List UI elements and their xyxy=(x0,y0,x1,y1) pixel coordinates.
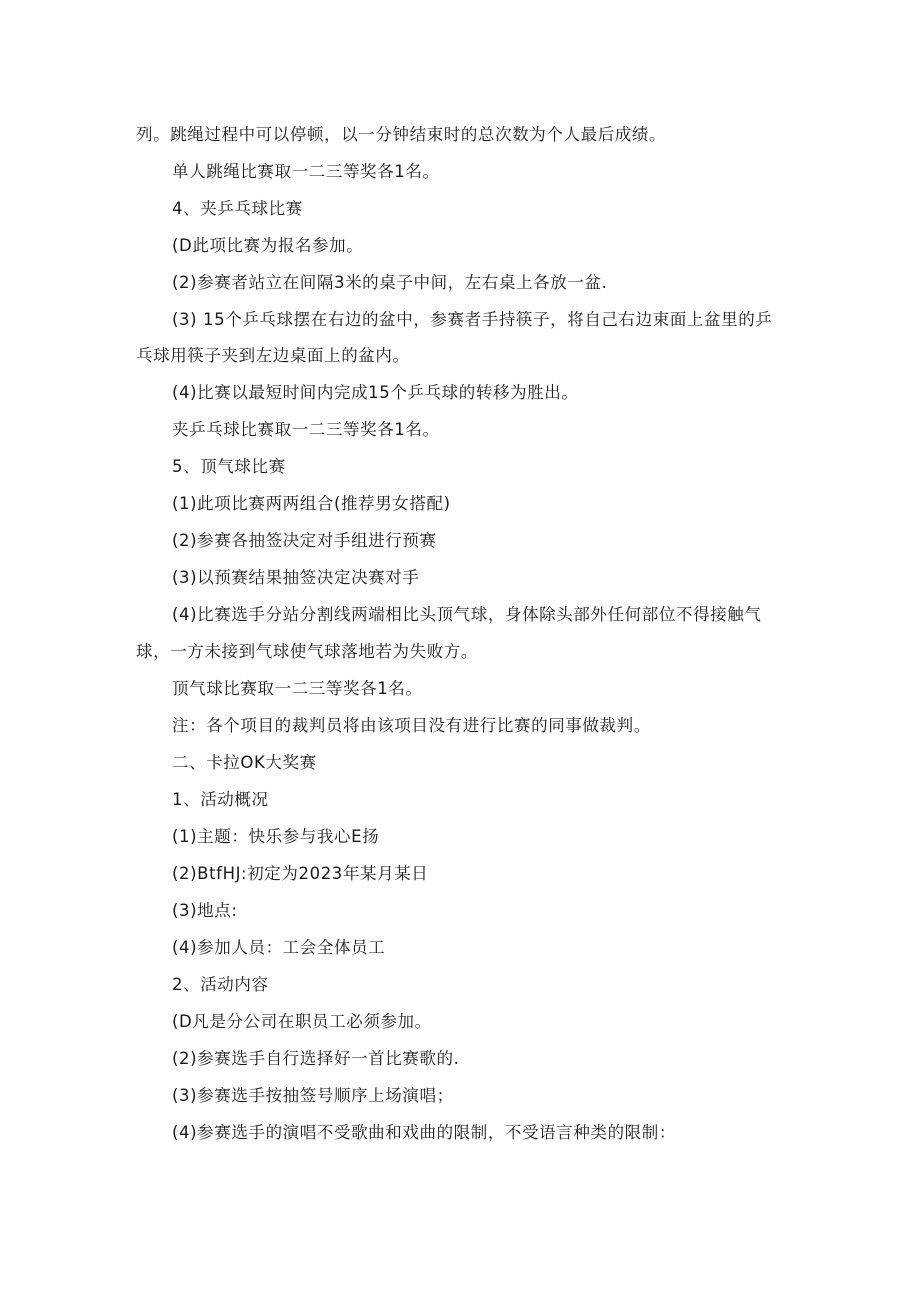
section-heading: 2、活动内容 xyxy=(172,975,269,994)
list-item: (4)参加人员：工会全体员工 xyxy=(172,938,386,957)
list-item: (D凡是分公司在职员工必须参加。 xyxy=(172,1012,432,1031)
section-heading: 二、卡拉OK大奖赛 xyxy=(172,753,317,772)
section-heading: 5、顶气球比赛 xyxy=(172,457,286,476)
list-item: (2)参赛选手自行选择好一首比赛歌的. xyxy=(172,1049,460,1068)
paragraph-line: 乓球用筷子夹到左边桌面上的盆内。 xyxy=(136,346,410,365)
list-item: (2)参赛各抽签决定对手组进行预赛 xyxy=(172,531,437,550)
section-heading: 1、活动概况 xyxy=(172,790,269,809)
paragraph-line: 列。跳绳过程中可以停顿，以一分钟结束时的总次数为个人最后成绩。 xyxy=(136,125,667,144)
list-item: (3)地点: xyxy=(172,901,238,920)
list-item: (2)参赛者站立在间隔3米的桌子中间，左右桌上各放一盆. xyxy=(172,273,608,292)
note-line: 注：各个项目的裁判员将由该项目没有进行比赛的同事做裁判。 xyxy=(172,716,651,735)
list-item: (3)参赛选手按抽签号顺序上场演唱； xyxy=(172,1086,454,1105)
list-item: (3)以预赛结果抽签决定决赛对手 xyxy=(172,568,420,587)
list-item: (3) 15个乒乓球摆在右边的盆中，参赛者手持筷子，将自己右边束面上盆里的乒 xyxy=(172,310,773,329)
paragraph-line: 球，一方未接到气球使气球落地若为失败方。 xyxy=(136,642,478,661)
list-item: (2)BtfHJ:初定为2023年某月某日 xyxy=(172,864,429,883)
list-item: (4)参赛选手的演唱不受歌曲和戏曲的限制，不受语言种类的限制： xyxy=(172,1123,676,1142)
section-heading: 4、夹乒乓球比赛 xyxy=(172,199,303,218)
list-item: (D此项比赛为报名参加。 xyxy=(172,236,364,255)
paragraph-line: 单人跳绳比赛取一二三等奖各1名。 xyxy=(172,162,440,181)
list-item: (4)比赛以最短时间内完成15个乒乓球的转移为胜出。 xyxy=(172,383,579,402)
list-item: (4)比赛选手分站分割线两端相比头顶气球，身体除头部外任何部位不得接触气 xyxy=(172,605,762,624)
list-item: (1)主题：快乐参与我心E扬 xyxy=(172,827,380,846)
paragraph-line: 顶气球比赛取一二三等奖各1名。 xyxy=(172,679,423,698)
list-item: (1)此项比赛两两组合(推荐男女搭配) xyxy=(172,494,451,513)
paragraph-line: 夹乒乓球比赛取一二三等奖各1名。 xyxy=(172,420,440,439)
